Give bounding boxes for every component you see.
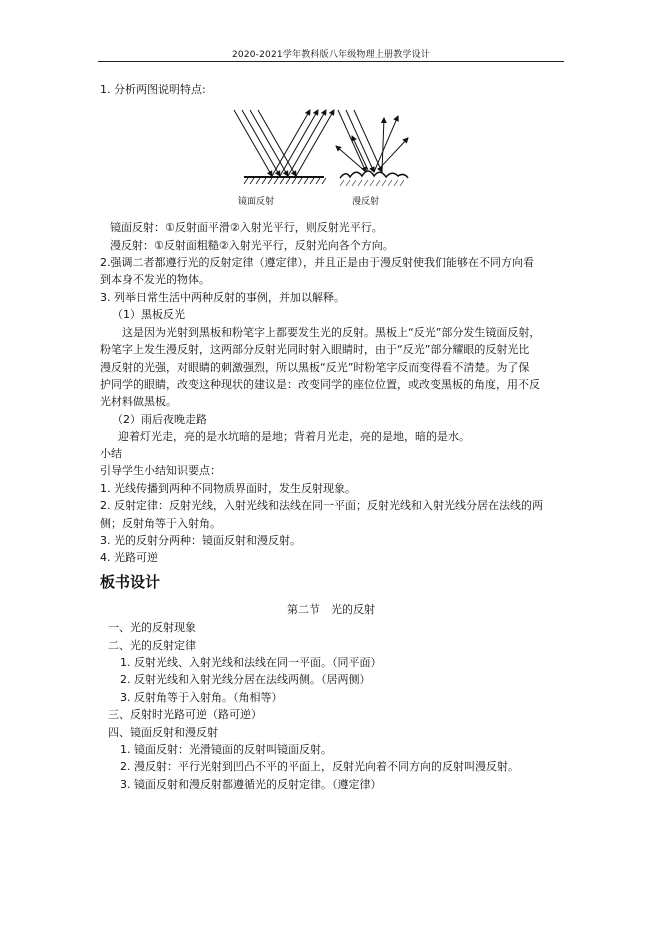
mirror-reflection-caption: 镜面反射 [238,197,275,207]
diffuse-incident-rays [338,110,382,172]
board-line: 1. 镜面反射：光滑镜面的反射叫镜面反射。 [120,743,332,756]
mirror-reflected-rays [272,110,334,176]
rough-surface [340,171,408,186]
body-line: 4. 光路可逆 [100,551,158,564]
board-line: 3. 反射角等于入射角。（角相等） [120,691,283,704]
body-line: （2）雨后夜晚走路 [112,413,207,426]
body-line: 侧；反射角等于入射角。 [100,517,221,530]
board-line: 1. 反射光线、入射光线和法线在同一平面。（同平面） [120,656,382,669]
header-divider [98,61,564,62]
mirror-surface [244,177,326,184]
reflection-figure [228,104,412,212]
page-header: 2020-2021学年教科版八年级物理上册教学设计 [231,50,431,60]
mirror-incident-rays [234,110,296,176]
body-line: 2. 反射定律：反射光线，入射光线和法线在同一平面；反射光线和入射光线分居在法线的两 [100,499,543,512]
body-line: 漫反射的光强，对眼睛的刺激强烈，所以黑板“反光”时粉笔字反而变得看不清楚。为了保 [100,361,530,374]
body-line: 粉笔字上发生漫反射，这两部分反射光同时射入眼睛时，由于“反光”部分耀眼的反射光比 [100,343,530,356]
body-line: 小结 [100,447,122,460]
diffuse-reflection-caption: 漫反射 [352,197,380,207]
body-line: 到本身不发光的物体。 [100,273,210,286]
board-line: 三、反射时光路可逆（路可逆） [108,708,262,721]
board-line: 二、光的反射定律 [108,639,196,652]
body-line: 3. 列举日常生活中两种反射的事例，并加以解释。 [100,291,345,304]
board-line: 2. 漫反射：平行光射到凹凸不平的平面上，反射光向着不同方向的反射叫漫反射。 [120,760,519,773]
diffuse-reflected-rays [336,116,408,172]
board-line: 3. 镜面反射和漫反射都遵循光的反射定律。（遵定律） [120,778,382,791]
body-line: 1. 光线传播到两种不同物质界面时，发生反射现象。 [100,482,356,495]
body-line: （1）黑板反光 [112,308,185,321]
body-line: 光材料做黑板。 [100,395,177,408]
body-line: 这是因为光射到黑板和粉笔字上都要发生光的反射。黑板上“反光”部分发生镜面反射， [122,326,541,339]
section-title: 板书设计 [100,573,161,591]
body-line: 1. 分析两图说明特点: [100,83,206,96]
body-line: 漫反射：①反射面粗糙②入射光平行，反射光向各个方向。 [110,239,394,252]
body-line: 迎着灯光走，亮的是水坑暗的是地；背着月光走，亮的是地，暗的是水。 [118,430,470,443]
body-line: 护同学的眼睛，改变这种现状的建议是：改变同学的座位位置，或改变黑板的角度，用不反 [100,378,540,391]
board-line: 2. 反射光线和入射光线分居在法线两侧。（居两侧） [120,673,371,686]
body-line: 引导学生小结知识要点： [100,464,221,477]
body-line: 镜面反射：①反射面平滑②入射光平行，则反射光平行。 [110,221,383,234]
board-line: 一、光的反射现象 [108,621,196,634]
body-line: 2.强调二者都遵行光的反射定律（遵定律），并且正是由于漫反射使我们能够在不同方向看 [100,256,534,269]
board-subtitle: 第二节 光的反射 [287,603,375,616]
body-line: 3. 光的反射分两种：镜面反射和漫反射。 [100,534,301,547]
board-line: 四、镜面反射和漫反射 [108,726,218,739]
